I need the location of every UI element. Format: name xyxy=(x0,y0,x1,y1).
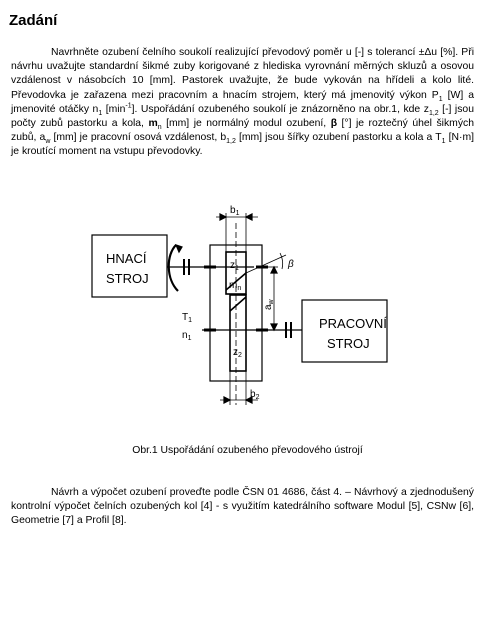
n1-label: n xyxy=(182,330,188,341)
torque-arrow-icon xyxy=(169,245,178,291)
drive-machine-label-1: HNACÍ xyxy=(106,251,147,266)
mn-label: m xyxy=(229,280,238,291)
svg-text:aw: $a_w$ xyxy=(263,299,275,310)
t1-label: T xyxy=(182,312,189,323)
aw-label: a xyxy=(263,304,274,310)
page-title: Zadání xyxy=(9,12,58,29)
svg-text:z2: $z_2$ xyxy=(233,347,242,359)
b2-label: b xyxy=(250,389,256,400)
svg-text:z1: $z_1$ xyxy=(230,260,239,272)
beta-label: β xyxy=(288,259,294,270)
svg-text:mn: $m_n$ xyxy=(229,280,242,292)
wheel-gear xyxy=(230,295,246,371)
svg-text:b2: $b_2$ xyxy=(250,389,260,401)
z2-label: z xyxy=(233,347,238,358)
method-paragraph: Návrh a výpočet ozubení proveďte podle ČSN 01 4686, část 4. – Návrhový a zjednodušený kontrolní výpočet čelních ozubených kol [4] - s využitím katedrálního software Modul [5], CSNw [6], Geometrie [7] a Profil [8]. xyxy=(11,487,474,527)
drive-machine-label-2: STROJ xyxy=(106,271,149,286)
figure-caption: Obr.1 Uspořádání ozubeného převodového ústrojí xyxy=(132,445,363,456)
svg-text:b1: $b_1$ xyxy=(230,205,240,217)
z1-label: z xyxy=(230,260,235,271)
assignment-paragraph: Navrhněte ozubení čelního soukolí realizující převodový poměr u [-] s tolerancí ±Δu [%]. Při návrhu uvažujte standardní šikmé zuby korigované z hlediska vyrovnání měrných skluzů a osovou vzdálenost v násobcích 10 [mm]. Pastorek uvažujte, že bude vykován na hřídeli a kolo lité. Převodovka je zařazena mezi pracovním a hnacím strojem, který má jmenovitý výkon $P_1$ [W] a jmenovité otáčky $n_1$ $[\min^{-1}]$. Uspořádání ozubeného soukolí je znázorněno na obr.1, kde $z_{1,2}$ [-] jsou počty zubů pastorku a kola, $m_n$ [mm] je normálný modul ozubení, β [°] je roztečný úhel šikmých zubů, $a_w$ [mm] je pracovní osová vzdálenost, $b_{1,2}$ [mm] jsou šířky ozubení pastorku a kola a $T_1$ [N·m] je kroutící moment na vstupu převodovky. xyxy=(11,47,474,158)
working-machine-label-2: STROJ xyxy=(327,336,370,351)
b1-label: b xyxy=(230,205,236,216)
drive-machine-box xyxy=(92,235,167,297)
working-machine-label-1: PRACOVNÍ xyxy=(319,316,387,331)
svg-text:n1: $n_1$ xyxy=(182,330,192,342)
svg-text:T1: $T_1$ xyxy=(182,312,193,324)
gearbox-diagram xyxy=(90,195,390,410)
working-machine-box xyxy=(302,300,387,362)
